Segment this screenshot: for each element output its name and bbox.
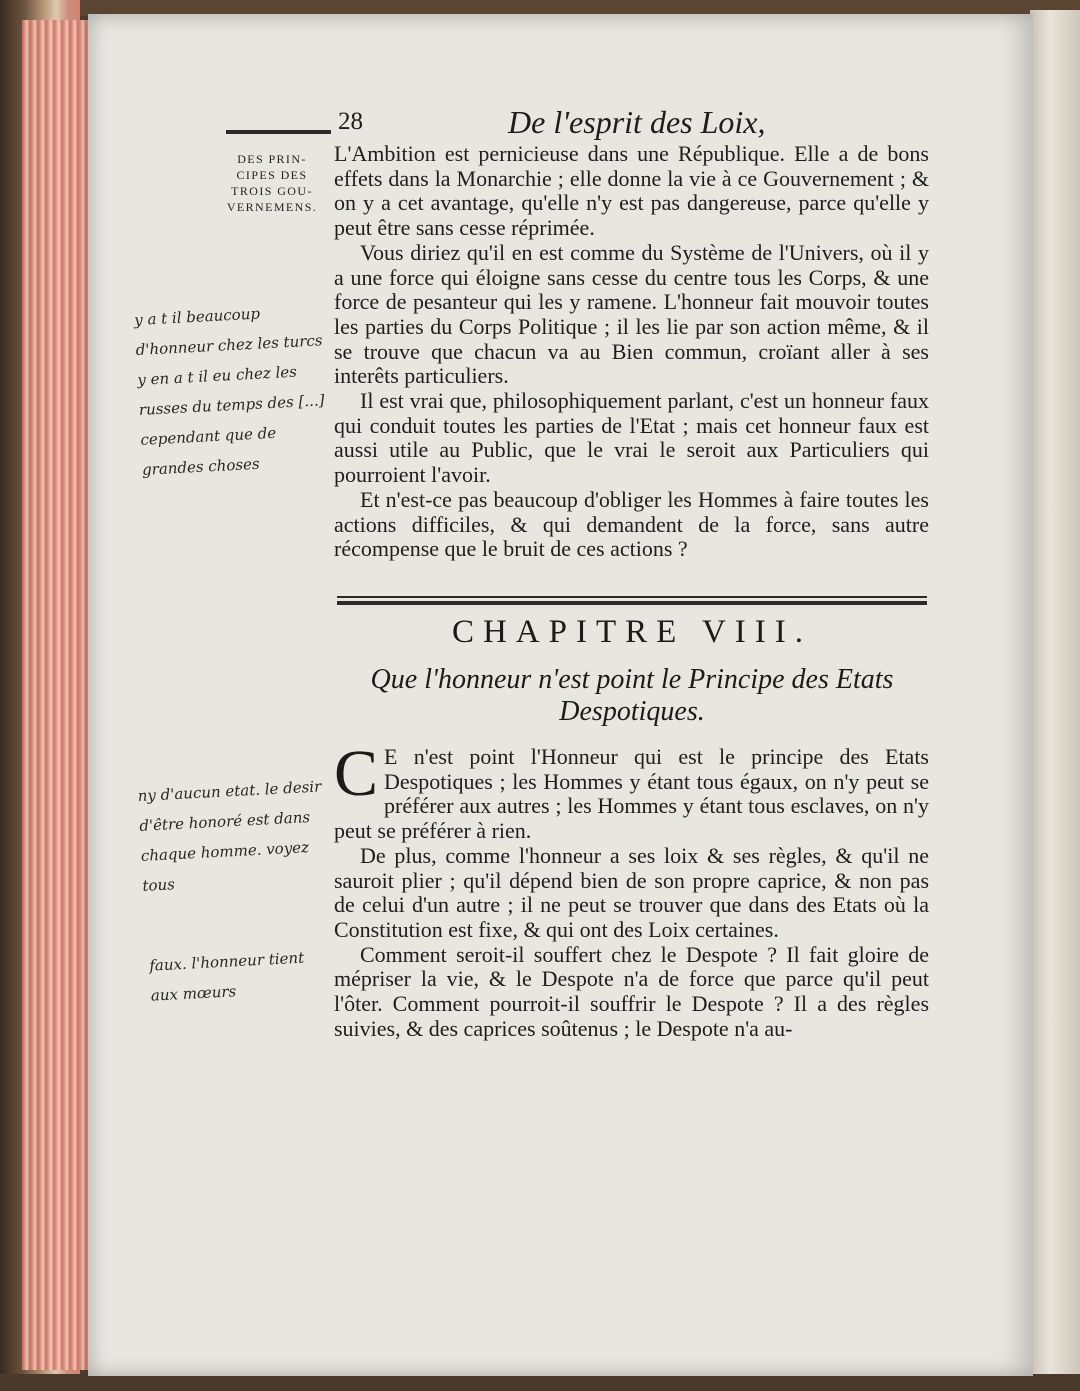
paragraph: Comment seroit-il souffert chez le Despote ? Il fait gloire de mépriser la vie, & le Despote n'a de force que parce qu'il peut l'ôter. Comment pourroit-il souffrir le Despote ? Il a des règles suivies, & des caprices soûtenus ; le Despote n'a au- (334, 941, 929, 1041)
chapter-title: Que l'honneur n'est point le Principe des Etats Despotiques. (370, 664, 894, 727)
first-paragraph-text: E n'est point l'Honneur qui est le principe des Etats Despotiques ; les Hommes y étant tous égaux, on n'y peut se préférer aux autres ; les Hommes y étant tous esclaves, on n'y peut se préférer à rien. (334, 744, 929, 844)
chapter-rule-top (337, 596, 927, 598)
paragraph: De plus, comme l'honneur a ses loix & ses règles, & qu'il ne sauroit plier ; qu'il dépend bien de son propre caprice, & non pas de celui d'un autre ; il ne peut se trouver que dans des Etats où la Constitution est fixe, & qui ont des Loix certaines. (334, 842, 929, 942)
running-head-ornament (226, 130, 331, 134)
first-paragraph (334, 737, 929, 844)
handwritten-note: faux. l'honneur tient aux mœurs (148, 948, 305, 1005)
chapter-rule-bottom (337, 601, 927, 605)
red-page-edges (22, 20, 92, 1370)
margin-sidenote: DES PRIN-CIPES DES TROIS GOU-VERNEMENS. (226, 152, 318, 214)
handwritten-note: ny d'aucun etat. le desir d'être honoré est dans chaque homme. voyez tous (137, 777, 322, 895)
drop-cap: C (334, 737, 379, 810)
chapter-text (334, 737, 929, 1041)
book-bottom-edge (0, 1374, 1080, 1391)
chapter-heading: CHAPITRE VIII. (451, 614, 813, 650)
handwritten-note: y a t il beaucoup d'honneur chez les turcs y en a t il eu chez les russes du temps des [...] cependant que de grandes choses (133, 304, 325, 479)
section-text (334, 142, 929, 562)
page-number: 28 (338, 108, 363, 135)
paragraph: Et n'est-ce pas beaucoup d'obliger les Hommes à faire toutes les actions difficiles, & qui demandent de la force, sans autre récompense que le bruit de ces actions ? (334, 486, 929, 562)
facing-page-edge (1030, 10, 1080, 1391)
paragraph: Il est vrai que, philosophiquement parlant, c'est un honneur faux qui conduit toutes les parties de l'Etat ; mais cet honneur faux est aussi utile au Public, que le vrai le seroit aux Particuliers qui pourroient l'avoir. (334, 388, 929, 488)
running-title: De l'esprit des Loix, (508, 104, 766, 140)
paragraph: Vous diriez qu'il en est comme du Système de l'Univers, où il y a une force qui éloigne sans cesse du centre tous les Corps, & une force de pesanteur qui les y ramene. L'honneur fait mouvoir toutes les parties du Corps Politique ; il les lie par son action même, & il se trouve que chacun va au Bien commun, croïant aller à ses interêts particuliers. (334, 239, 929, 389)
paragraph: L'Ambition est pernicieuse dans une République. Elle a de bons effets dans la Monarchie ; elle donne la vie à ce Gouvernement ; & on y a cet avantage, qu'elle n'y est pas dangereuse, parce qu'elle y peut être sans cesse réprimée. (334, 141, 929, 241)
